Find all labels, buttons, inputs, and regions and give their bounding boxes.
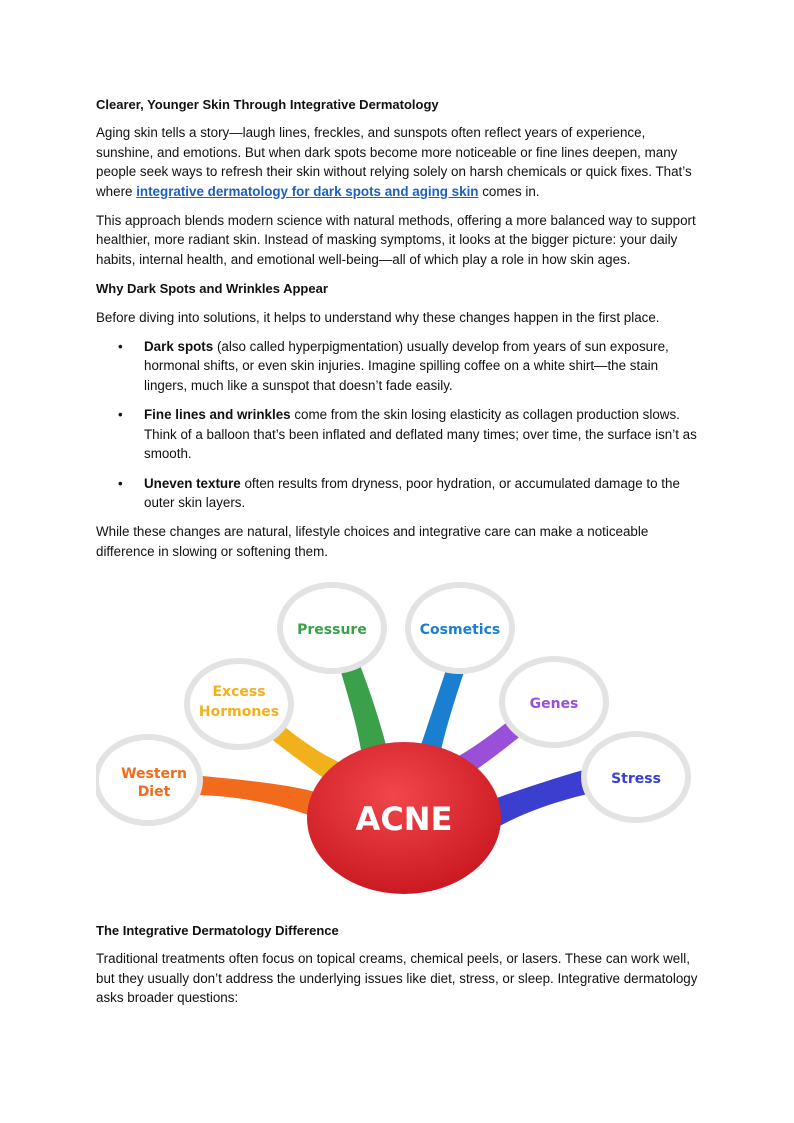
integrative-dermatology-link[interactable]: integrative dermatology for dark spots and aging skin	[136, 183, 479, 199]
node-label: Pressure	[297, 622, 367, 638]
acne-causes-diagram	[96, 580, 700, 900]
intro-text: Aging skin tells a story—laugh lines, freckles, and sunspots often reflect years of experience, sunshine, and emotions. But when dark spots become more noticeable or fine lines deepen, many people seek ways to refresh their skin without relying solely on harsh chemicals or quick fixes. That’s where	[96, 125, 692, 199]
why-intro-paragraph: Before diving into solutions, it helps to understand why these changes happen in the first place.	[96, 309, 660, 325]
approach-paragraph: This approach blends modern science with natural methods, offering a more balanced way to support healthier, more radiant skin. Instead of masking symptoms, it looks at the bigger picture: your daily habits, internal health, and emotional well-being—all of which play a role in how skin ages.	[96, 213, 696, 267]
node-pressure	[280, 585, 384, 671]
node-cosmetics	[408, 585, 512, 671]
branch-western-diet	[191, 775, 326, 820]
intro-paragraph	[96, 123, 700, 201]
node-label: Stress	[611, 771, 661, 787]
difference-paragraph: Traditional treatments often focus on topical creams, chemical peels, or lasers. These can work well, but they usually don’t address the underlying issues like diet, stress, or sleep. Integrative dermatology asks broader questions:	[96, 951, 698, 1006]
list-item	[96, 337, 700, 395]
node-label: Excess	[212, 684, 266, 700]
node-western-diet	[96, 737, 200, 823]
node-label: Diet	[137, 784, 171, 800]
list-item	[96, 405, 700, 463]
section-heading-difference: The Integrative Dermatology Difference	[96, 923, 339, 938]
node-label: Western	[121, 766, 187, 782]
node-label: Hormones	[198, 704, 280, 720]
outro-paragraph: While these changes are natural, lifestyle choices and integrative care can make a noticeable difference in slowing or softening them.	[96, 524, 649, 559]
list-item-text: come from the skin losing elasticity as collagen production slows. Think of a balloon that’s been inflated and deflated many times; over time, the surface isn’t as smooth.	[144, 407, 697, 462]
section-heading-clearer-skin: Clearer, Younger Skin Through Integrative Dermatology	[96, 97, 439, 112]
list-item-term: Dark spots	[144, 339, 214, 355]
list-item-text: (also called hyperpigmentation) usually develop from years of sun exposure, hormonal shifts, or even skin injuries. Imagine spilling coffee on a white shirt—the stain lingers, much like a sunspot that doesn’t fade easily.	[144, 339, 669, 393]
bullet-icon: •	[118, 339, 123, 355]
list-item	[96, 474, 700, 513]
intro-text-end: comes in.	[478, 183, 540, 199]
integrative-section	[96, 921, 700, 1018]
list-item-term: Uneven texture	[144, 475, 241, 491]
node-label: Cosmetics	[419, 622, 501, 638]
node-excess-hormones	[187, 661, 291, 747]
bullet-icon: •	[118, 475, 123, 491]
node-stress	[584, 734, 688, 820]
list-item-term: Fine lines and wrinkles	[144, 407, 291, 423]
section-heading-why-spots: Why Dark Spots and Wrinkles Appear	[96, 281, 328, 297]
article-body	[96, 95, 700, 571]
node-label: Genes	[529, 696, 579, 712]
list-item-text: often results from dryness, poor hydration, or accumulated damage to the outer skin layers.	[144, 475, 680, 510]
bullet-icon: •	[118, 407, 123, 423]
causes-list	[96, 337, 700, 512]
node-genes	[502, 659, 606, 745]
acne-center-label: ACNE	[355, 800, 453, 838]
